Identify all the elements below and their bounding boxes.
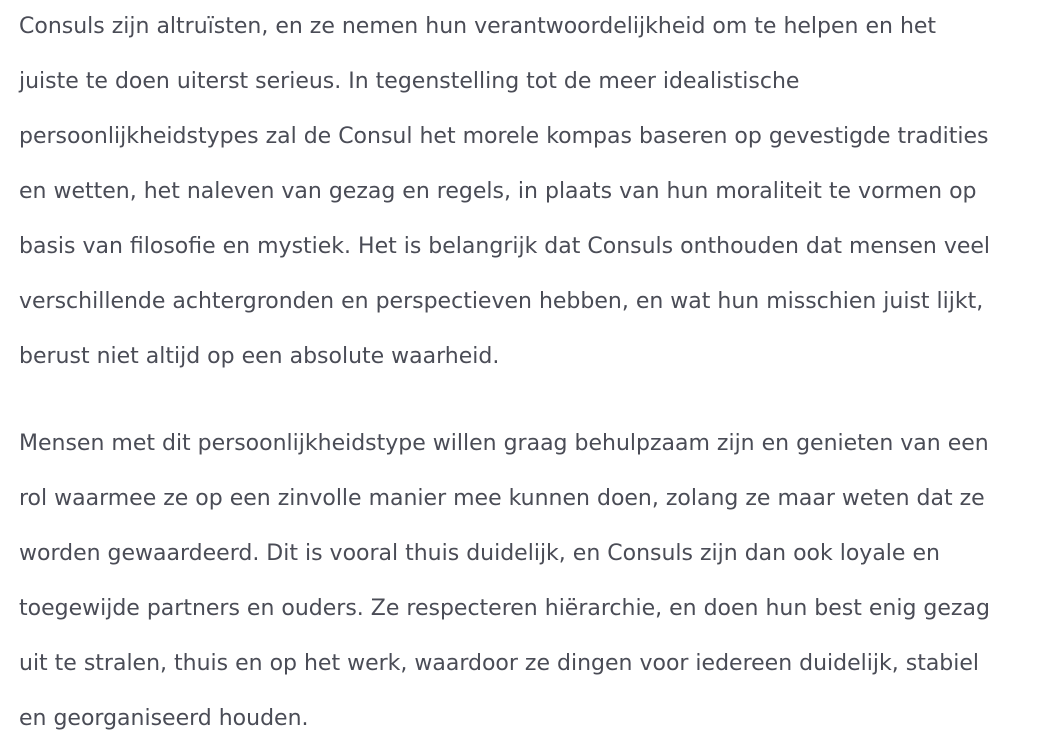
text-line: berust niet altijd op een absolute waarheid. — [19, 344, 500, 369]
text-line: verschillende achtergronden en perspectieven hebben, en wat hun misschien juist lijkt, — [19, 289, 984, 314]
text-line: en georganiseerd houden. — [19, 706, 309, 731]
text-line: persoonlijkheidstypes zal de Consul het morele kompas baseren op gevestigde tradities — [19, 124, 989, 149]
text-line: worden gewaardeerd. Dit is vooral thuis duidelijk, en Consuls zijn dan ook loyale en — [19, 541, 940, 566]
text-line: uit te stralen, thuis en op het werk, waardoor ze dingen voor iedereen duidelijk, stabiel — [19, 651, 980, 676]
text-line: en wetten, het naleven van gezag en regels, in plaats van hun moraliteit te vormen op — [19, 179, 977, 204]
text-line: basis van filosofie en mystiek. Het is belangrijk dat Consuls onthouden dat mensen veel — [19, 234, 991, 259]
text-line: juiste te doen uiterst serieus. In tegenstelling tot de meer idealistische — [19, 69, 800, 94]
text-line: Consuls zijn altruïsten, en ze nemen hun verantwoordelijkheid om te helpen en het — [19, 14, 937, 39]
text-line: toegewijde partners en ouders. Ze respecteren hiërarchie, en doen hun best enig gezag — [19, 596, 990, 621]
text-line: rol waarmee ze op een zinvolle manier mee kunnen doen, zolang ze maar weten dat ze — [19, 486, 985, 511]
text-line: Mensen met dit persoonlijkheidstype willen graag behulpzaam zijn en genieten van een — [19, 431, 989, 456]
